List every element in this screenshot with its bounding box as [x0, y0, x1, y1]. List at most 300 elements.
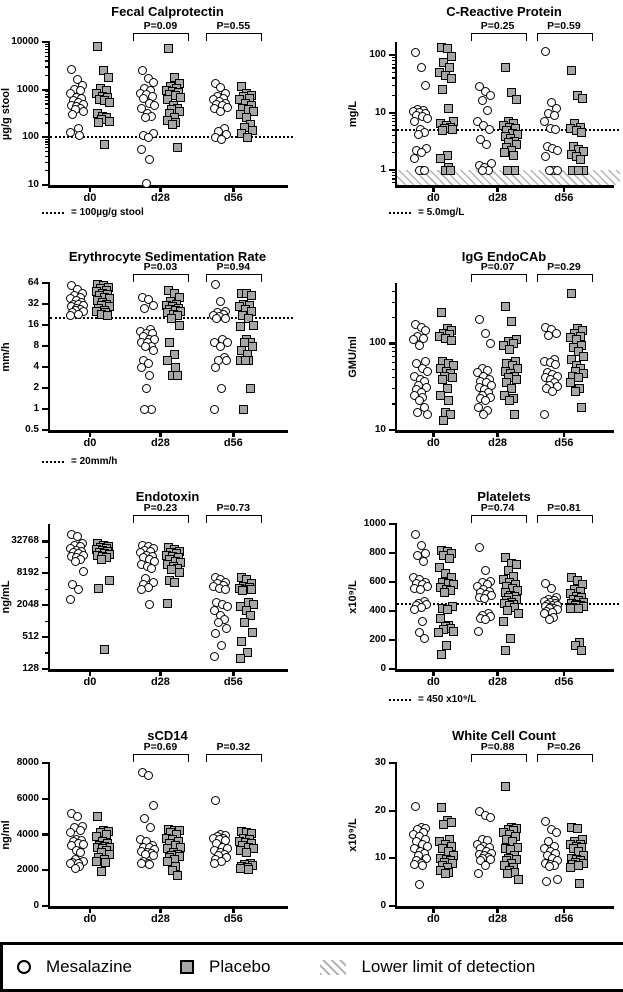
data-point-mesalazine — [475, 543, 484, 552]
data-point-placebo — [241, 356, 250, 365]
dotted-line-sample-icon — [389, 699, 411, 701]
y-minor-tick — [45, 114, 50, 115]
data-point-placebo — [573, 824, 582, 833]
y-tick — [42, 869, 50, 871]
pvalue-bracket — [133, 515, 189, 523]
data-point-mesalazine — [216, 297, 225, 306]
data-point-mesalazine — [211, 629, 220, 638]
data-point-placebo — [445, 554, 454, 563]
y-tick — [42, 429, 50, 431]
y-tick-label: 400 — [369, 605, 386, 616]
y-axis-line — [395, 763, 398, 909]
data-point-placebo — [436, 154, 445, 163]
data-point-mesalazine — [423, 367, 432, 376]
legend-label-mesalazine: Mesalazine — [46, 957, 132, 976]
data-point-placebo — [439, 820, 448, 829]
data-point-placebo — [577, 403, 586, 412]
data-point-mesalazine — [79, 567, 88, 576]
data-point-placebo — [104, 73, 113, 82]
data-point-mesalazine — [485, 125, 494, 134]
data-point-mesalazine — [210, 405, 219, 414]
data-point-mesalazine — [548, 387, 557, 396]
y-tick — [389, 610, 397, 612]
y-tick — [42, 387, 50, 389]
pvalue-label: P=0.03 — [143, 261, 178, 273]
dotted-line-sample-icon — [389, 212, 411, 214]
y-tick — [42, 604, 50, 606]
data-point-placebo — [512, 95, 521, 104]
y-minor-tick — [392, 118, 397, 119]
y-minor-tick — [392, 142, 397, 143]
data-point-placebo — [505, 345, 514, 354]
y-tick-label: 1 — [380, 164, 386, 176]
y-tick — [42, 572, 50, 574]
y-minor-tick — [45, 52, 50, 53]
data-point-placebo — [576, 155, 585, 164]
legend-item-detection-limit — [320, 957, 535, 977]
data-point-placebo — [438, 126, 447, 135]
y-minor-tick — [45, 652, 50, 653]
y-tick-label: 0 — [33, 900, 39, 911]
x-tick-label: d56 — [223, 676, 243, 688]
data-point-placebo — [503, 166, 512, 175]
reference-line — [50, 136, 293, 138]
data-point-mesalazine — [142, 179, 151, 188]
data-point-mesalazine — [553, 146, 562, 155]
data-point-mesalazine — [137, 363, 146, 372]
y-tick — [42, 303, 50, 305]
data-point-mesalazine — [418, 617, 427, 626]
data-point-mesalazine — [74, 585, 83, 594]
pvalue-bracket — [537, 274, 593, 282]
data-point-mesalazine — [542, 877, 551, 886]
y-tick-label: 6000 — [16, 792, 39, 804]
data-point-mesalazine — [486, 339, 495, 348]
y-minor-tick — [392, 317, 397, 318]
refline-note-text: = 450 x10⁹/L — [418, 694, 477, 705]
data-point-mesalazine — [481, 566, 490, 575]
data-point-mesalazine — [149, 801, 158, 810]
data-point-mesalazine — [146, 823, 155, 832]
x-axis-line — [395, 906, 615, 909]
data-point-mesalazine — [553, 166, 562, 175]
data-point-mesalazine — [420, 634, 429, 643]
data-point-placebo — [514, 609, 523, 618]
data-point-mesalazine — [144, 133, 153, 142]
data-point-mesalazine — [222, 356, 231, 365]
data-point-placebo — [163, 857, 172, 866]
data-point-placebo — [101, 858, 110, 867]
data-point-placebo — [94, 584, 103, 593]
y-minor-tick — [45, 49, 50, 50]
data-point-mesalazine — [221, 314, 230, 323]
data-point-placebo — [501, 63, 510, 72]
data-point-placebo — [100, 140, 109, 149]
data-point-mesalazine — [478, 166, 487, 175]
y-tick-label: 1000 — [16, 83, 39, 95]
y-minor-tick — [392, 362, 397, 363]
pvalue-bracket — [471, 754, 527, 762]
y-minor-tick — [45, 589, 50, 590]
data-point-mesalazine — [71, 557, 80, 566]
data-point-placebo — [239, 405, 248, 414]
data-point-placebo — [444, 396, 453, 405]
y-minor-tick — [392, 351, 397, 352]
y-minor-tick — [45, 141, 50, 142]
data-point-placebo — [500, 148, 509, 157]
y-minor-tick — [392, 129, 397, 130]
data-point-placebo — [175, 568, 184, 577]
data-point-placebo — [438, 375, 447, 384]
data-point-mesalazine — [547, 584, 556, 593]
y-tick-label: 1000 — [363, 518, 386, 529]
data-point-mesalazine — [553, 875, 562, 884]
pvalue-label: P=0.07 — [480, 261, 515, 273]
data-point-mesalazine — [67, 65, 76, 74]
x-axis-line — [395, 430, 615, 433]
data-point-placebo — [510, 410, 519, 419]
data-point-mesalazine — [481, 329, 490, 338]
y-tick — [42, 798, 50, 800]
y-tick — [389, 523, 397, 525]
data-point-mesalazine — [66, 595, 75, 604]
y-minor-tick — [45, 94, 50, 95]
data-point-mesalazine — [417, 63, 426, 72]
y-minor-tick — [45, 557, 50, 558]
y-minor-tick — [392, 115, 397, 116]
data-point-mesalazine — [210, 859, 219, 868]
data-point-placebo — [437, 308, 446, 317]
pvalue-bracket — [537, 33, 593, 41]
data-point-mesalazine — [137, 585, 146, 594]
y-axis-label: mg/L — [347, 100, 359, 127]
x-tick-label: d56 — [554, 437, 574, 449]
y-tick-label: 4 — [33, 361, 39, 372]
y-tick-label: 128 — [22, 663, 39, 674]
y-tick — [42, 762, 50, 764]
y-tick-label: 1 — [33, 403, 39, 414]
pvalue-bracket — [133, 274, 189, 282]
data-point-placebo — [243, 133, 252, 142]
y-tick-label: 10 — [27, 179, 39, 190]
refline-note — [42, 207, 144, 218]
data-point-mesalazine — [411, 48, 420, 57]
data-point-mesalazine — [216, 342, 225, 351]
panel-title: Erythrocyte Sedimentation Rate — [68, 249, 267, 264]
y-minor-tick — [45, 122, 50, 123]
refline-note — [42, 456, 117, 467]
data-point-mesalazine — [544, 331, 553, 340]
pvalue-label: P=0.55 — [216, 20, 251, 32]
y-tick-label: 10000 — [11, 36, 39, 47]
x-tick-label: d0 — [426, 676, 440, 688]
data-point-placebo — [248, 342, 257, 351]
data-point-placebo — [578, 94, 587, 103]
pvalue-label: P=0.26 — [547, 741, 581, 753]
x-tick-label: d0 — [426, 913, 440, 925]
data-point-placebo — [571, 387, 580, 396]
data-point-placebo — [170, 578, 179, 587]
y-tick — [389, 905, 397, 907]
y-axis-line — [395, 283, 398, 433]
data-point-mesalazine — [211, 796, 220, 805]
data-point-placebo — [440, 588, 449, 597]
y-tick-label: 2 — [33, 382, 39, 393]
data-point-mesalazine — [137, 859, 146, 868]
data-point-mesalazine — [145, 155, 154, 164]
data-point-mesalazine — [421, 81, 430, 90]
data-point-mesalazine — [551, 125, 560, 134]
data-point-placebo — [436, 391, 445, 400]
legend-item-mesalazine — [17, 957, 132, 977]
pvalue-bracket — [537, 515, 593, 523]
refline-note-text: = 100µg/g stool — [71, 207, 144, 218]
y-minor-tick — [45, 162, 50, 163]
y-minor-tick — [45, 96, 50, 97]
data-point-mesalazine — [140, 405, 149, 414]
data-point-mesalazine — [411, 802, 420, 811]
y-minor-tick — [45, 66, 50, 67]
data-point-mesalazine — [481, 396, 490, 405]
data-point-mesalazine — [540, 410, 549, 419]
data-point-placebo — [575, 879, 584, 888]
data-point-mesalazine — [486, 91, 495, 100]
figure-row-2 — [0, 230, 623, 480]
y-tick-label: 8000 — [16, 757, 39, 768]
data-point-mesalazine — [211, 280, 220, 289]
data-point-mesalazine — [137, 145, 146, 154]
y-axis-line — [48, 524, 51, 672]
data-point-mesalazine — [141, 113, 150, 122]
y-minor-tick — [392, 356, 397, 357]
data-point-mesalazine — [552, 329, 561, 338]
refline-note-text: = 20mm/h — [71, 456, 118, 467]
x-tick-label: d28 — [488, 676, 508, 688]
data-point-mesalazine — [210, 652, 219, 661]
y-minor-tick — [392, 67, 397, 68]
y-tick — [42, 324, 50, 326]
data-point-mesalazine — [221, 585, 230, 594]
y-tick — [42, 905, 50, 907]
y-minor-tick — [392, 57, 397, 58]
data-point-placebo — [244, 865, 253, 874]
data-point-placebo — [100, 645, 109, 654]
y-minor-tick — [392, 369, 397, 370]
y-tick-label: 600 — [369, 576, 386, 587]
data-point-mesalazine — [541, 47, 550, 56]
data-point-placebo — [512, 560, 521, 569]
y-minor-tick — [392, 377, 397, 378]
data-point-placebo — [506, 634, 515, 643]
y-minor-tick — [392, 64, 397, 65]
data-point-mesalazine — [144, 771, 153, 780]
y-tick — [42, 540, 50, 542]
y-axis-label: x10⁹/L — [347, 579, 359, 614]
data-point-mesalazine — [73, 812, 82, 821]
y-tick — [389, 169, 397, 171]
y-axis-label: x10⁹/L — [347, 817, 359, 852]
y-tick — [389, 668, 397, 670]
data-point-placebo — [93, 812, 102, 821]
y-tick-label: 16 — [27, 319, 39, 330]
legend-item-placebo — [180, 957, 270, 977]
y-minor-tick — [45, 621, 50, 622]
data-point-mesalazine — [478, 96, 487, 105]
x-tick-label: d0 — [83, 913, 97, 925]
data-point-mesalazine — [474, 627, 483, 636]
y-tick — [389, 54, 397, 56]
dotted-line-sample-icon — [42, 212, 64, 214]
y-tick-label: 30 — [374, 757, 386, 768]
y-axis-line — [395, 524, 398, 672]
refline-note-text: = 5.0mg/L — [418, 207, 465, 218]
y-tick-label: 32 — [27, 298, 39, 309]
data-point-placebo — [436, 614, 445, 623]
y-tick — [389, 429, 397, 431]
data-point-placebo — [446, 166, 455, 175]
y-minor-tick — [45, 100, 50, 101]
panel-title: C-Reactive Protein — [446, 4, 562, 19]
pvalue-bracket — [471, 515, 527, 523]
data-point-placebo — [577, 128, 586, 137]
data-point-placebo — [168, 120, 177, 129]
y-tick-label: 10 — [374, 106, 386, 118]
y-axis-label: ng/ml — [0, 819, 12, 850]
figure-row-3 — [0, 480, 623, 715]
data-point-mesalazine — [142, 384, 151, 393]
x-tick-label: d0 — [83, 192, 97, 204]
x-tick-label: d28 — [150, 437, 170, 449]
y-minor-tick — [392, 60, 397, 61]
x-tick-label: d28 — [150, 913, 170, 925]
data-point-mesalazine — [410, 605, 419, 614]
data-point-mesalazine — [145, 371, 154, 380]
y-tick-label: 10 — [374, 424, 386, 435]
data-point-placebo — [505, 396, 514, 405]
y-minor-tick — [392, 178, 397, 179]
data-point-mesalazine — [145, 600, 154, 609]
data-point-mesalazine — [481, 861, 490, 870]
data-point-mesalazine — [211, 363, 220, 372]
data-point-mesalazine — [545, 862, 554, 871]
data-point-placebo — [94, 118, 103, 127]
pvalue-label: P=0.74 — [480, 502, 515, 514]
legend-label-detection-limit: Lower limit of detection — [361, 957, 536, 976]
data-point-placebo — [448, 373, 457, 382]
data-point-mesalazine — [483, 106, 492, 115]
y-minor-tick — [45, 56, 50, 57]
data-point-placebo — [499, 617, 508, 626]
panel-igg-endocab — [311, 230, 623, 480]
panel-title: IgG EndoCAb — [461, 249, 547, 264]
data-point-placebo — [176, 93, 185, 102]
data-point-mesalazine — [223, 602, 232, 611]
y-minor-tick — [45, 103, 50, 104]
x-axis-line — [48, 430, 289, 433]
data-point-placebo — [514, 875, 523, 884]
y-minor-tick — [392, 172, 397, 173]
data-point-placebo — [238, 586, 247, 595]
y-tick — [389, 581, 397, 583]
data-point-placebo — [438, 85, 447, 94]
panel-c-reactive-protein — [311, 0, 623, 230]
data-point-placebo — [444, 104, 453, 113]
data-point-mesalazine — [418, 861, 427, 870]
y-tick-label: 100 — [369, 337, 386, 349]
y-tick-label: 64 — [27, 277, 39, 288]
data-point-mesalazine — [140, 814, 149, 823]
data-point-mesalazine — [410, 154, 419, 163]
data-point-placebo — [242, 848, 251, 857]
panel-scd14 — [0, 715, 311, 937]
pvalue-label: P=0.59 — [547, 20, 581, 32]
y-tick — [42, 184, 50, 186]
pvalue-bracket — [206, 515, 262, 523]
data-point-placebo — [577, 646, 586, 655]
y-minor-tick — [392, 95, 397, 96]
y-minor-tick — [392, 347, 397, 348]
data-point-mesalazine — [541, 152, 550, 161]
y-tick — [42, 636, 50, 638]
data-point-mesalazine — [414, 130, 423, 139]
data-point-placebo — [503, 606, 512, 615]
data-point-placebo — [449, 627, 458, 636]
panel-erythrocyte-sedimentation-rate — [0, 230, 311, 480]
y-tick-label: 4000 — [16, 828, 39, 840]
x-tick-label: d0 — [426, 437, 440, 449]
data-point-mesalazine — [217, 135, 226, 144]
pvalue-label: P=0.81 — [547, 502, 581, 514]
data-point-mesalazine — [410, 860, 419, 869]
pvalue-label: P=0.94 — [216, 261, 251, 273]
y-tick-label: 32768 — [11, 535, 39, 547]
data-point-placebo — [574, 166, 583, 175]
y-minor-tick — [392, 135, 397, 136]
data-point-mesalazine — [550, 111, 559, 120]
data-point-placebo — [566, 863, 575, 872]
y-tick-label: 2000 — [16, 864, 39, 876]
x-tick-label: d56 — [223, 192, 243, 204]
pvalue-label: P=0.69 — [143, 741, 178, 753]
data-point-mesalazine — [479, 410, 488, 419]
data-point-placebo — [236, 654, 245, 663]
data-point-mesalazine — [71, 864, 80, 873]
data-point-placebo — [248, 628, 257, 637]
y-axis-label: mm/h — [0, 341, 12, 372]
x-tick-label: d56 — [223, 913, 243, 925]
y-axis-label: ng/mL — [0, 580, 12, 613]
y-tick — [389, 810, 397, 812]
pvalue-bracket — [537, 754, 593, 762]
data-point-mesalazine — [76, 826, 85, 835]
data-point-mesalazine — [474, 869, 483, 878]
x-tick-label: d56 — [554, 676, 574, 688]
data-point-mesalazine — [411, 530, 420, 539]
data-point-placebo — [507, 317, 516, 326]
y-minor-tick — [45, 108, 50, 109]
data-point-placebo — [103, 311, 112, 320]
y-tick — [389, 857, 397, 859]
data-point-mesalazine — [421, 549, 430, 558]
y-minor-tick — [392, 302, 397, 303]
pvalue-label: P=0.29 — [547, 261, 581, 273]
x-tick-label: d28 — [488, 192, 508, 204]
y-tick-label: 20 — [374, 804, 386, 816]
figure-legend — [0, 942, 623, 992]
data-point-mesalazine — [415, 341, 424, 350]
data-point-placebo — [447, 336, 456, 345]
y-tick — [389, 342, 397, 344]
